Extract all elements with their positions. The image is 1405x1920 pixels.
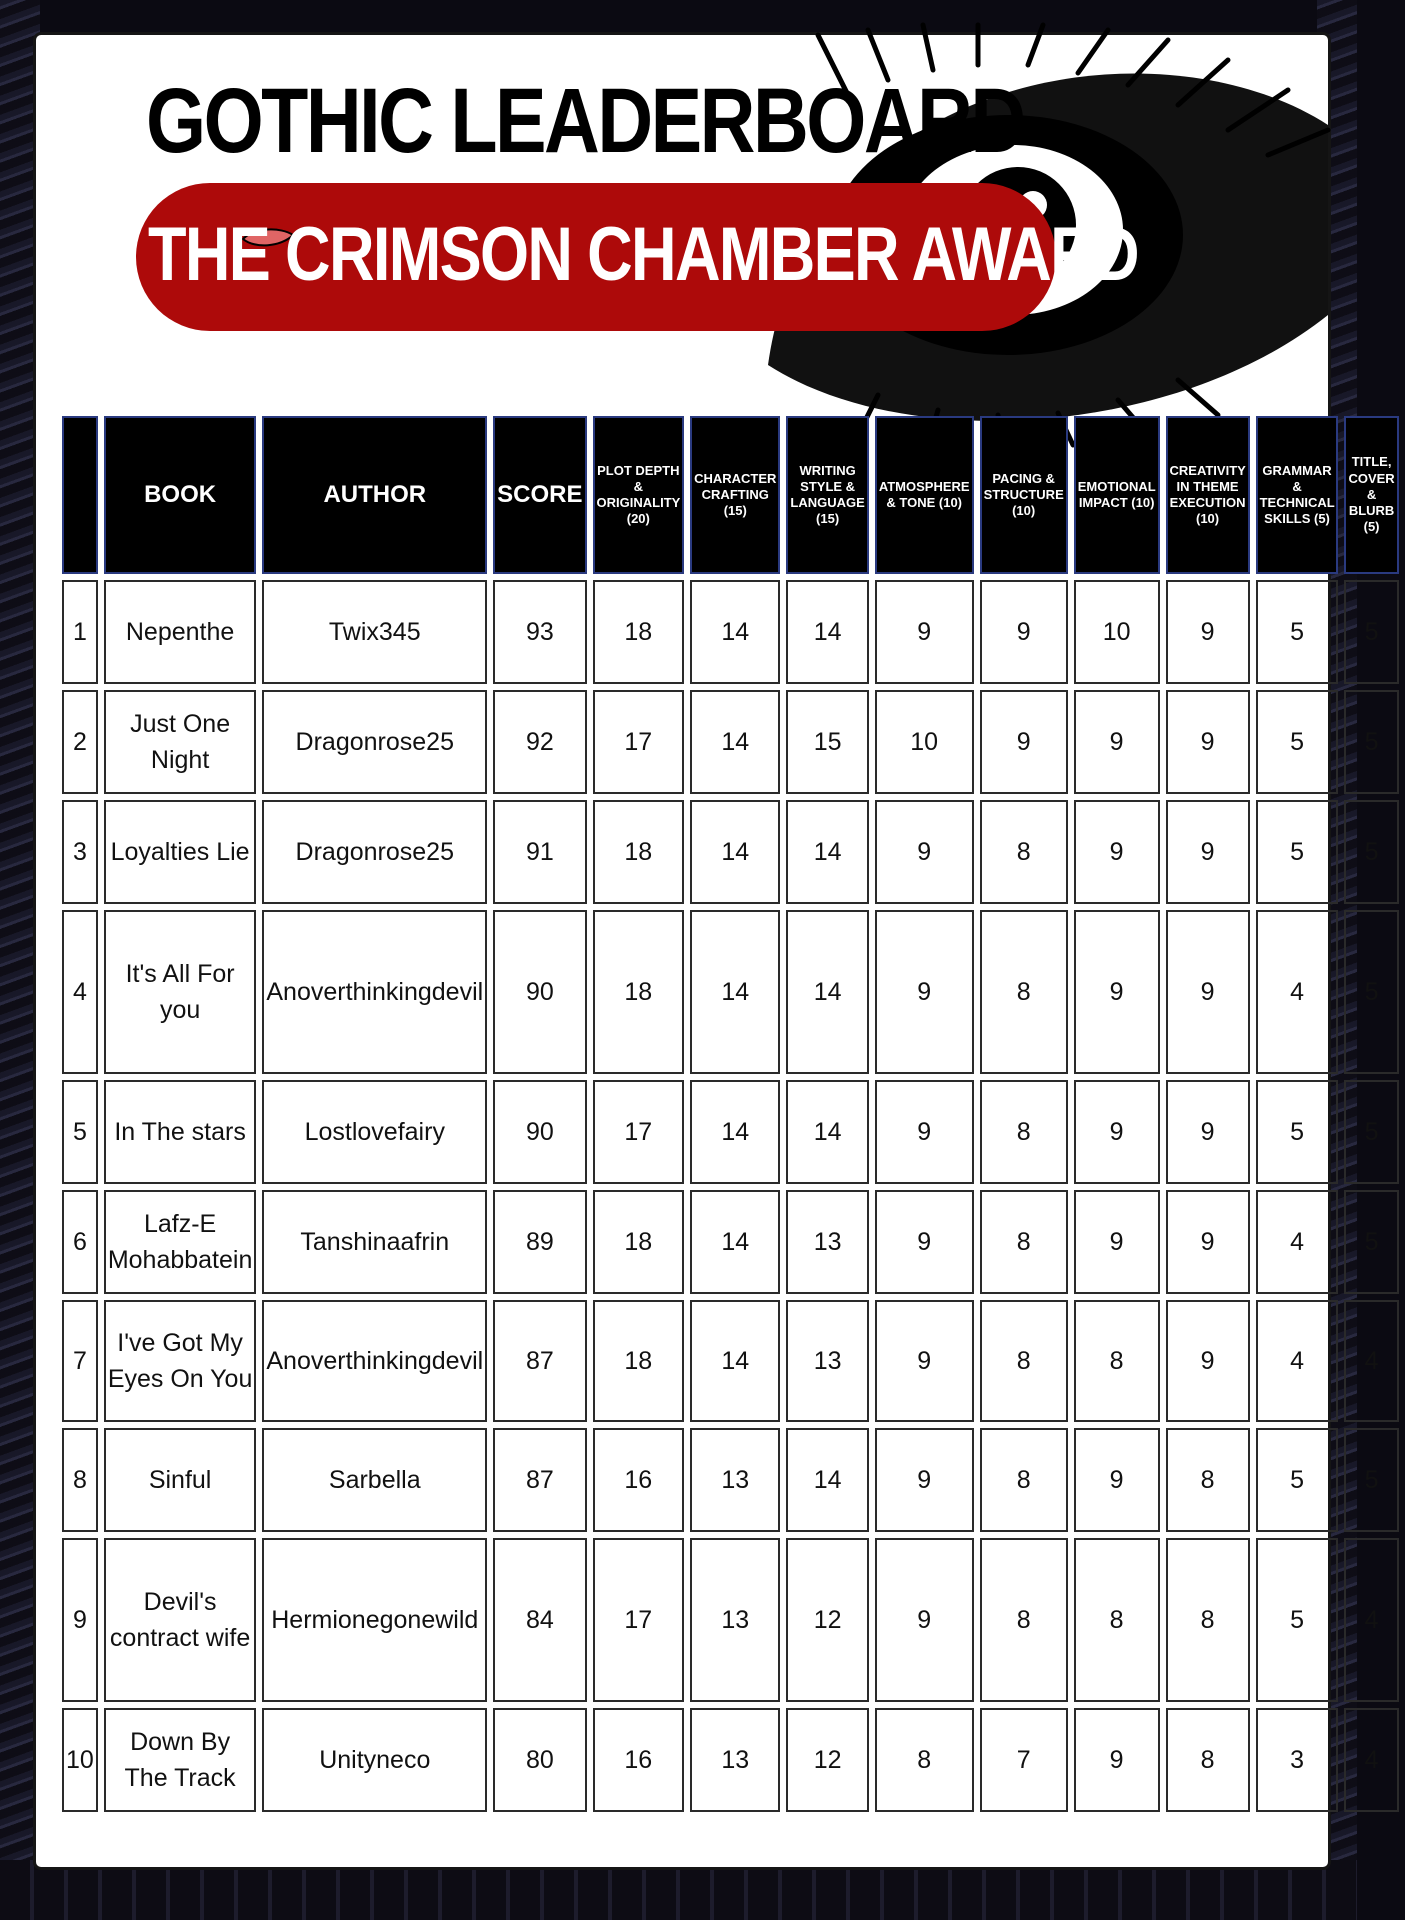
table-row (62, 1538, 1399, 1702)
cell-character: 14 (690, 1080, 780, 1184)
cell-creativity: 8 (1166, 1538, 1250, 1702)
cell-book: Loyalties Lie (104, 800, 257, 904)
cell-grammar: 4 (1256, 1190, 1339, 1294)
cell-title-cover: 5 (1344, 1428, 1398, 1532)
cell-score: 80 (493, 1708, 586, 1812)
cell-plot: 18 (593, 1300, 685, 1422)
cell-author: Hermionegonewild (262, 1538, 487, 1702)
cell-plot: 16 (593, 1708, 685, 1812)
cell-atmosphere: 8 (875, 1708, 974, 1812)
cell-writing: 13 (786, 1190, 868, 1294)
cell-creativity: 9 (1166, 1190, 1250, 1294)
cell-grammar: 5 (1256, 580, 1339, 684)
cell-creativity: 9 (1166, 690, 1250, 794)
cell-grammar: 3 (1256, 1708, 1339, 1812)
cell-grammar: 5 (1256, 800, 1339, 904)
cell-title-cover: 5 (1344, 1080, 1398, 1184)
cell-author: Anoverthinkingdevil (262, 910, 487, 1074)
table-row (62, 580, 1399, 684)
cell-creativity: 9 (1166, 800, 1250, 904)
cell-pacing: 8 (980, 800, 1068, 904)
cell-emotional: 9 (1074, 1708, 1160, 1812)
table-row (62, 1080, 1399, 1184)
cell-author: Anoverthinkingdevil (262, 1300, 487, 1422)
cell-writing: 15 (786, 690, 868, 794)
cell-character: 13 (690, 1428, 780, 1532)
cell-rank: 8 (62, 1428, 98, 1532)
cell-title-cover: 5 (1344, 580, 1398, 684)
cell-author: Lostlovefairy (262, 1080, 487, 1184)
cell-rank: 3 (62, 800, 98, 904)
cell-atmosphere: 10 (875, 690, 974, 794)
cell-writing: 14 (786, 1080, 868, 1184)
cell-score: 92 (493, 690, 586, 794)
cell-writing: 13 (786, 1300, 868, 1422)
cell-grammar: 5 (1256, 690, 1339, 794)
cell-pacing: 9 (980, 690, 1068, 794)
cell-plot: 16 (593, 1428, 685, 1532)
page-title: GOTHIC LEADERBOARD (146, 70, 1024, 172)
cell-title-cover: 4 (1344, 1708, 1398, 1812)
cell-book: In The stars (104, 1080, 257, 1184)
cell-score: 90 (493, 1080, 586, 1184)
cell-creativity: 9 (1166, 1300, 1250, 1422)
cell-book: Nepenthe (104, 580, 257, 684)
column-header-writing: WRITING STYLE & LANGUAGE (15) (786, 416, 868, 574)
cell-character: 14 (690, 690, 780, 794)
table-row (62, 1428, 1399, 1532)
column-header-grammar: GRAMMAR & TECHNICAL SKILLS (5) (1256, 416, 1339, 574)
cell-book: Down By The Track (104, 1708, 257, 1812)
cell-character: 13 (690, 1708, 780, 1812)
cell-creativity: 9 (1166, 910, 1250, 1074)
cell-pacing: 8 (980, 1190, 1068, 1294)
table-body (62, 580, 1399, 1812)
cell-character: 14 (690, 1300, 780, 1422)
cell-character: 14 (690, 580, 780, 684)
cell-book: Lafz-E Mohabbatein (104, 1190, 257, 1294)
cell-score: 93 (493, 580, 586, 684)
cell-plot: 18 (593, 580, 685, 684)
cell-character: 14 (690, 1190, 780, 1294)
cell-creativity: 8 (1166, 1428, 1250, 1532)
cell-rank: 2 (62, 690, 98, 794)
cell-plot: 17 (593, 1080, 685, 1184)
cell-emotional: 9 (1074, 910, 1160, 1074)
cell-author: Dragonrose25 (262, 800, 487, 904)
cell-plot: 18 (593, 910, 685, 1074)
cell-book: It's All For you (104, 910, 257, 1074)
cell-title-cover: 4 (1344, 1300, 1398, 1422)
cell-rank: 5 (62, 1080, 98, 1184)
cell-plot: 17 (593, 690, 685, 794)
cell-rank: 10 (62, 1708, 98, 1812)
cell-score: 84 (493, 1538, 586, 1702)
cell-writing: 14 (786, 580, 868, 684)
cell-title-cover: 5 (1344, 910, 1398, 1074)
cell-atmosphere: 9 (875, 1300, 974, 1422)
cell-atmosphere: 9 (875, 910, 974, 1074)
table-row (62, 1190, 1399, 1294)
cell-author: Tanshinaafrin (262, 1190, 487, 1294)
cell-emotional: 10 (1074, 580, 1160, 684)
cell-grammar: 4 (1256, 910, 1339, 1074)
cell-title-cover: 5 (1344, 800, 1398, 904)
cell-book: I've Got My Eyes On You (104, 1300, 257, 1422)
column-header-pacing: PACING & STRUCTURE (10) (980, 416, 1068, 574)
column-header-character: CHARACTER CRAFTING (15) (690, 416, 780, 574)
cell-writing: 12 (786, 1538, 868, 1702)
cell-score: 87 (493, 1300, 586, 1422)
table-header-row (62, 416, 1399, 574)
cell-emotional: 9 (1074, 800, 1160, 904)
cell-title-cover: 5 (1344, 1190, 1398, 1294)
cell-score: 89 (493, 1190, 586, 1294)
cell-emotional: 9 (1074, 1428, 1160, 1532)
cell-atmosphere: 9 (875, 1080, 974, 1184)
cell-score: 91 (493, 800, 586, 904)
leaderboard-table (56, 410, 1405, 1818)
cell-atmosphere: 9 (875, 1538, 974, 1702)
cell-rank: 4 (62, 910, 98, 1074)
cell-book: Devil's contract wife (104, 1538, 257, 1702)
cell-grammar: 5 (1256, 1538, 1339, 1702)
table-row (62, 910, 1399, 1074)
cell-title-cover: 4 (1344, 1538, 1398, 1702)
cell-atmosphere: 9 (875, 1428, 974, 1532)
cell-rank: 9 (62, 1538, 98, 1702)
cell-atmosphere: 9 (875, 800, 974, 904)
column-header-rank (62, 416, 98, 574)
cell-rank: 7 (62, 1300, 98, 1422)
column-header-author: AUTHOR (262, 416, 487, 574)
cell-author: Twix345 (262, 580, 487, 684)
column-header-title-cover: TITLE, COVER & BLURB (5) (1344, 416, 1398, 574)
cell-character: 14 (690, 800, 780, 904)
cell-writing: 14 (786, 800, 868, 904)
column-header-atmosphere: ATMOSPHERE & TONE (10) (875, 416, 974, 574)
column-header-emotional: EMOTIONAL IMPACT (10) (1074, 416, 1160, 574)
cell-pacing: 8 (980, 1428, 1068, 1532)
cell-title-cover: 5 (1344, 690, 1398, 794)
cell-plot: 17 (593, 1538, 685, 1702)
cell-pacing: 8 (980, 1080, 1068, 1184)
table-row (62, 800, 1399, 904)
cell-pacing: 8 (980, 910, 1068, 1074)
column-header-book: BOOK (104, 416, 257, 574)
cell-pacing: 8 (980, 1300, 1068, 1422)
table-row (62, 690, 1399, 794)
cell-score: 87 (493, 1428, 586, 1532)
cell-author: Sarbella (262, 1428, 487, 1532)
cell-atmosphere: 9 (875, 580, 974, 684)
cell-writing: 12 (786, 1708, 868, 1812)
cell-grammar: 5 (1256, 1080, 1339, 1184)
cell-rank: 1 (62, 580, 98, 684)
cell-grammar: 4 (1256, 1300, 1339, 1422)
cell-pacing: 9 (980, 580, 1068, 684)
cell-creativity: 8 (1166, 1708, 1250, 1812)
column-header-creativity: CREATIVITY IN THEME EXECUTION (10) (1166, 416, 1250, 574)
cell-writing: 14 (786, 1428, 868, 1532)
cell-character: 14 (690, 910, 780, 1074)
table-row (62, 1300, 1399, 1422)
cell-creativity: 9 (1166, 580, 1250, 684)
cell-book: Sinful (104, 1428, 257, 1532)
cell-author: Dragonrose25 (262, 690, 487, 794)
table-row (62, 1708, 1399, 1812)
cell-pacing: 7 (980, 1708, 1068, 1812)
cell-pacing: 8 (980, 1538, 1068, 1702)
leaderboard-card (33, 32, 1395, 1870)
cell-writing: 14 (786, 910, 868, 1074)
cell-grammar: 5 (1256, 1428, 1339, 1532)
cell-rank: 6 (62, 1190, 98, 1294)
cell-character: 13 (690, 1538, 780, 1702)
cell-atmosphere: 9 (875, 1190, 974, 1294)
cell-emotional: 8 (1074, 1300, 1160, 1422)
column-header-score: SCORE (493, 416, 586, 574)
cell-plot: 18 (593, 1190, 685, 1294)
cell-book: Just One Night (104, 690, 257, 794)
award-subtitle: THE CRIMSON CHAMBER AWARD (148, 212, 1138, 297)
cell-creativity: 9 (1166, 1080, 1250, 1184)
cell-score: 90 (493, 910, 586, 1074)
cell-emotional: 9 (1074, 690, 1160, 794)
cell-emotional: 9 (1074, 1080, 1160, 1184)
cell-author: Unityneco (262, 1708, 487, 1812)
column-header-plot: PLOT DEPTH & ORIGINALITY (20) (593, 416, 685, 574)
cell-emotional: 8 (1074, 1538, 1160, 1702)
cell-plot: 18 (593, 800, 685, 904)
cell-emotional: 9 (1074, 1190, 1160, 1294)
